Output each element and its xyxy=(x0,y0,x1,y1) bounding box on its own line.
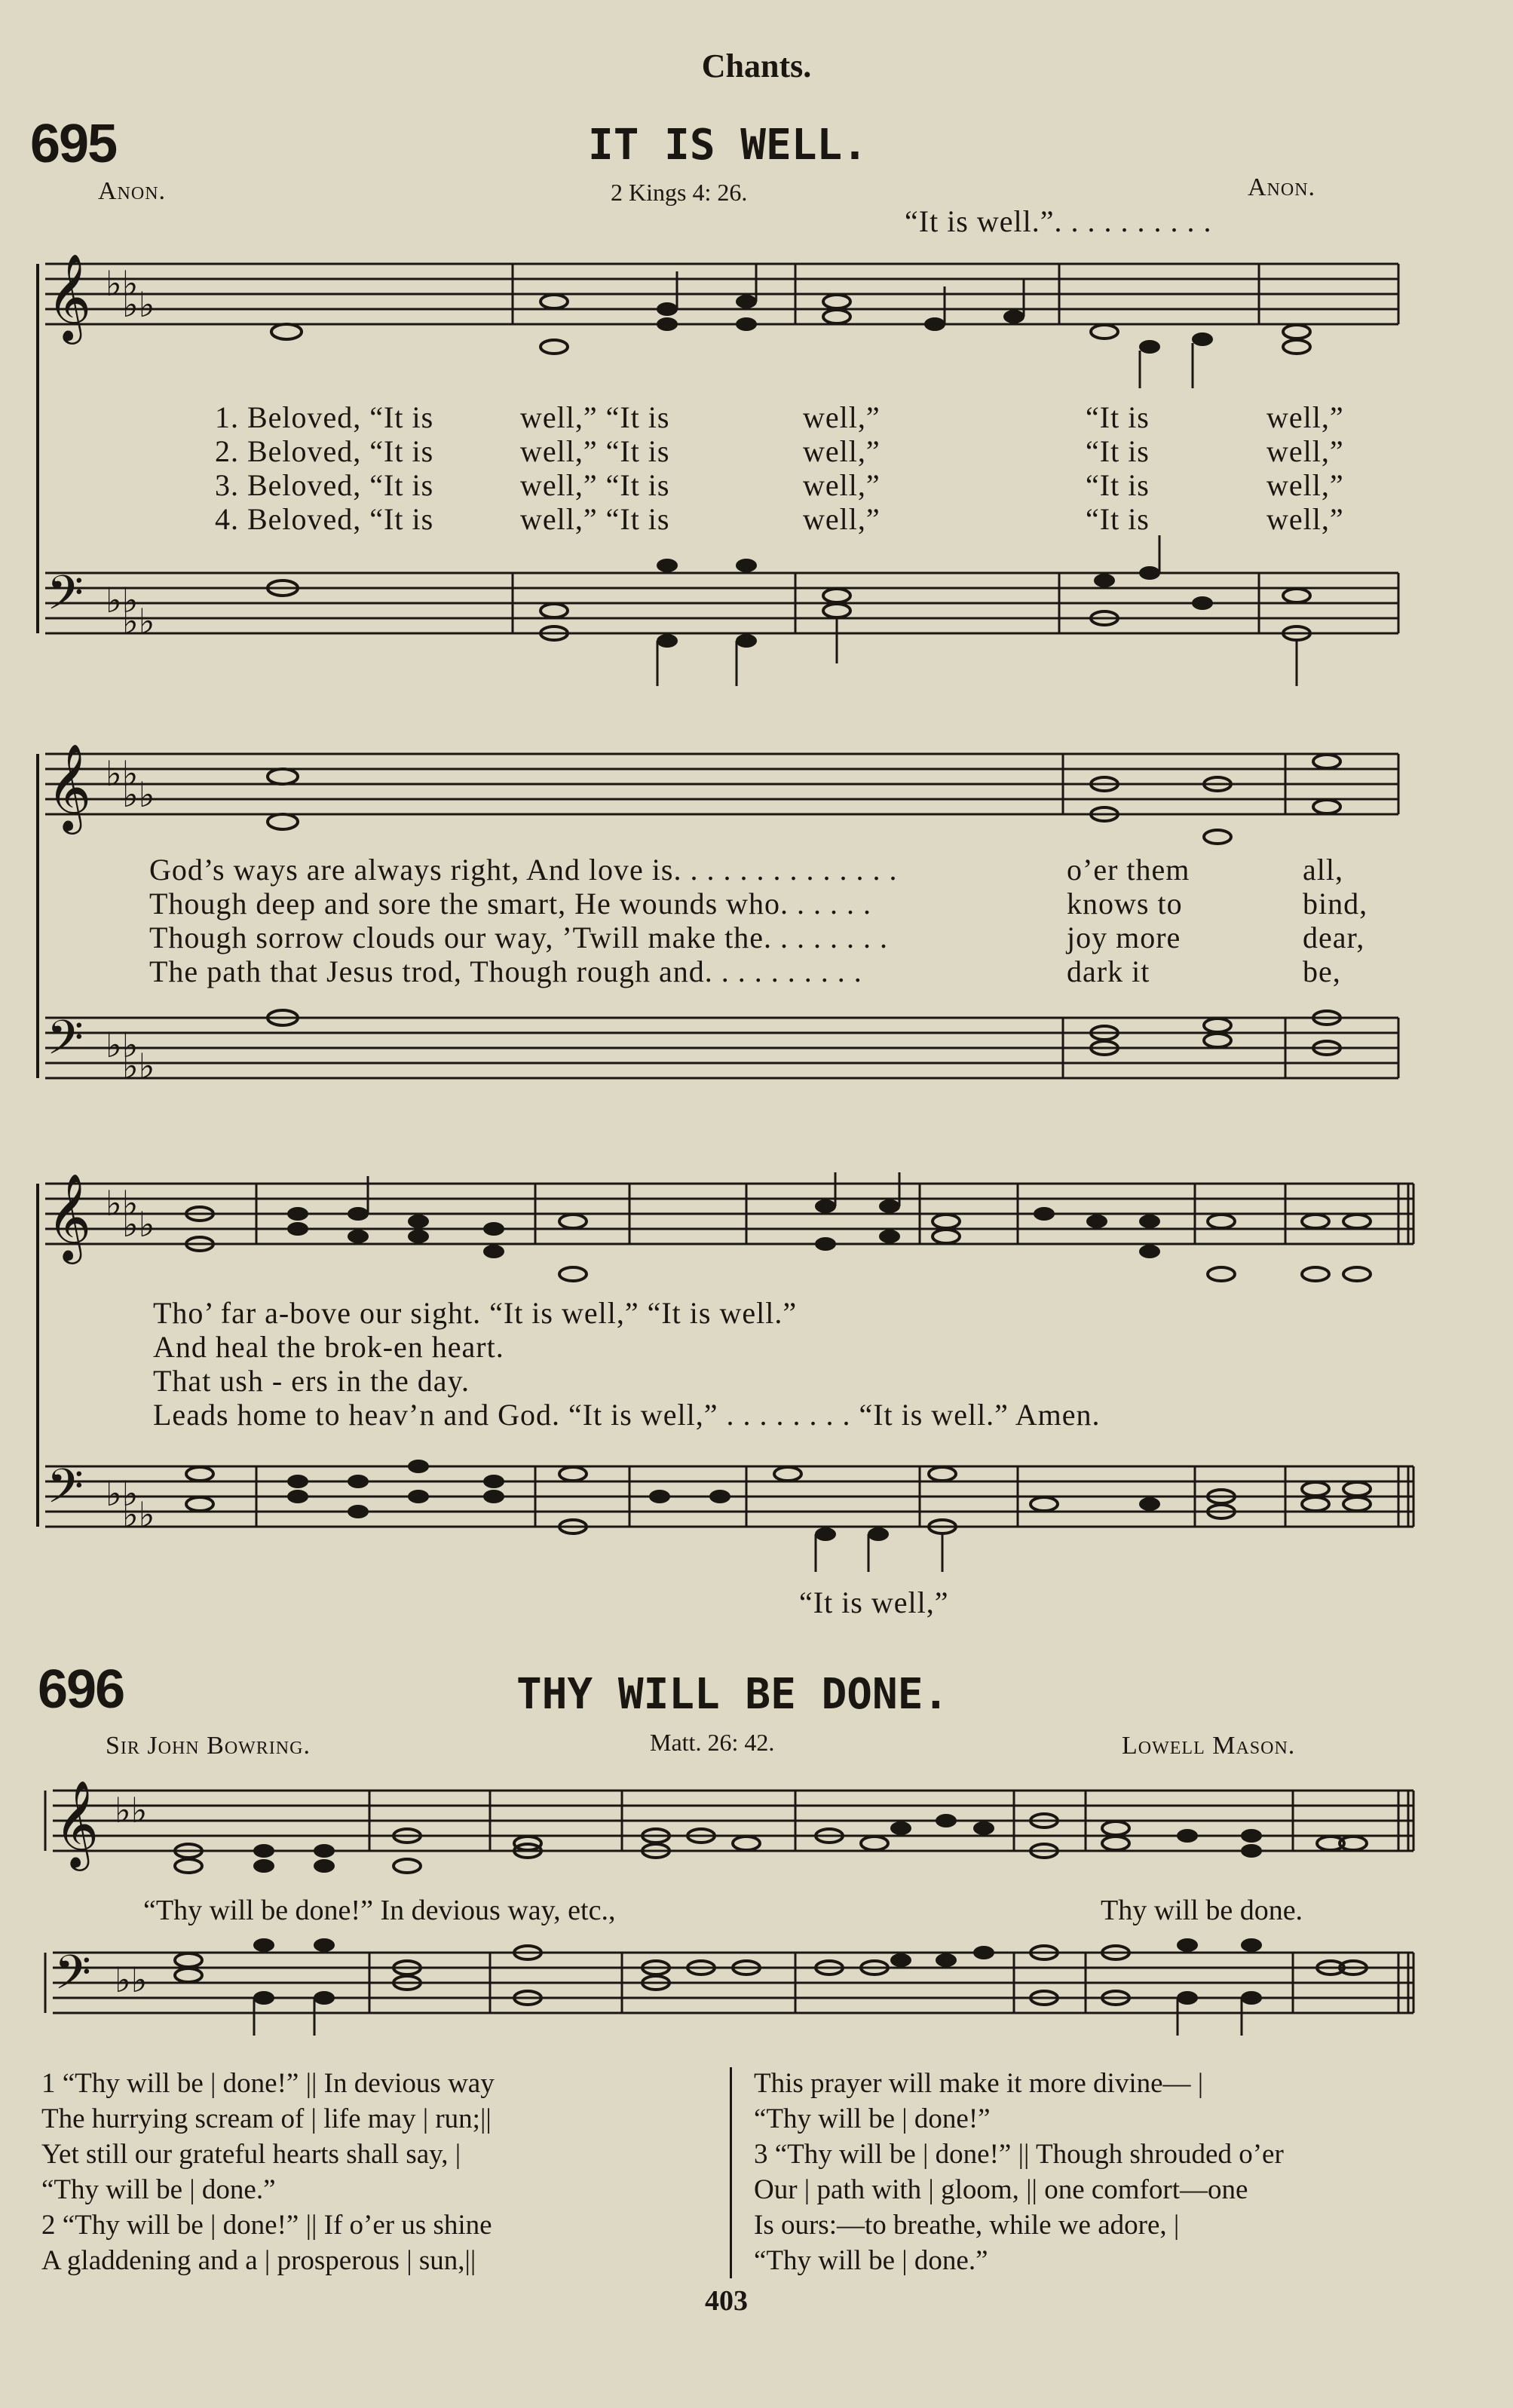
svg-text:𝄞: 𝄞 xyxy=(47,743,92,831)
verse2-m5: well,” xyxy=(1266,434,1344,468)
hymn696-verses-right xyxy=(754,2066,1284,2278)
verse-right-line: 3 “Thy will be | done!” || Though shrouded o’er xyxy=(754,2139,1284,2170)
svg-text:𝄢: 𝄢 xyxy=(47,1009,84,1077)
hymn696-treble-staff xyxy=(0,1779,1513,1896)
page-number: 403 xyxy=(705,2285,748,2317)
svg-text:♭♭: ♭♭ xyxy=(122,1494,155,1535)
hymn-title-695: IT IS WELL. xyxy=(588,121,868,170)
verse4-m2: well,” “It is xyxy=(520,502,670,536)
verse-left-line: A gladdening and a | prosperous | sun,|| xyxy=(41,2245,476,2276)
hymn-author-695: Anon. xyxy=(98,177,167,205)
system1-treble-staff xyxy=(0,253,1513,377)
system1-bass-staff xyxy=(0,565,1513,701)
system3-brace-line xyxy=(36,1184,39,1527)
verse-left-line: The hurrying scream of | life may | run;|| xyxy=(41,2103,492,2134)
verse3-m3: well,” xyxy=(803,468,881,502)
s2-verse4-m3: be, xyxy=(1303,954,1341,988)
hymn-number-695: 695 xyxy=(30,114,117,174)
verse-column-divider xyxy=(730,2067,732,2278)
verse3-m2: well,” “It is xyxy=(520,468,670,502)
s3-line3: That ush - ers in the day. xyxy=(153,1364,470,1398)
s2-verse2-lead: Though deep and sore the smart, He wounds who. . . . . . xyxy=(149,887,872,921)
verse-left-line: 1 “Thy will be | done!” || In devious way xyxy=(41,2068,495,2099)
hymn-reference-695: 2 Kings 4: 26. xyxy=(611,179,748,206)
verse2-m3: well,” xyxy=(803,434,881,468)
s3-line2: And heal the brok-en heart. xyxy=(153,1330,504,1364)
svg-text:𝄢: 𝄢 xyxy=(47,1458,84,1525)
svg-text:♭♭: ♭♭ xyxy=(106,1025,139,1065)
verse1-m3: well,” xyxy=(803,400,881,434)
s3-line1: Tho’ far a-bove our sight. “It is well,” “It is well.” xyxy=(153,1296,798,1330)
hymn-quote-695: “It is well.”. . . . . . . . . . xyxy=(905,204,1212,238)
s2-verse2-m3: bind, xyxy=(1303,887,1368,921)
system2-treble-staff xyxy=(0,743,1513,852)
svg-text:♭♭: ♭♭ xyxy=(122,774,155,815)
system3-bass-staff xyxy=(0,1459,1513,1610)
svg-text:♭♭: ♭♭ xyxy=(122,1204,155,1245)
verse-right-line: Our | path with | gloom, || one comfort—one xyxy=(754,2174,1248,2205)
hymn-reference-696: Matt. 26: 42. xyxy=(650,1729,775,1756)
system2-brace-line xyxy=(36,754,39,1078)
hymn696-lyric-left: “Thy will be done!” In devious way, etc., xyxy=(143,1895,616,1926)
verse4-m5: well,” xyxy=(1266,502,1344,536)
hymn-title-696: THY WILL BE DONE. xyxy=(516,1670,949,1719)
svg-text:𝄢: 𝄢 xyxy=(47,565,84,632)
svg-text:♭♭: ♭♭ xyxy=(122,601,155,642)
verse-left-line: “Thy will be | done.” xyxy=(41,2174,276,2205)
hymn-composer-695: Anon. xyxy=(1248,173,1316,201)
system3-treble-staff xyxy=(0,1172,1513,1297)
s2-verse4-m2: dark it xyxy=(1067,954,1150,988)
verse1-lead: 1. Beloved, “It is xyxy=(215,400,434,434)
verse3-lead: 3. Beloved, “It is xyxy=(215,468,434,502)
hymn696-verses-left xyxy=(41,2066,495,2278)
s2-verse3-lead: Though sorrow clouds our way, ’Twill make the. . . . . . . . xyxy=(149,921,888,954)
verse3-m4: “It is xyxy=(1086,468,1150,502)
verse1-m5: well,” xyxy=(1266,400,1344,434)
verse3-m5: well,” xyxy=(1266,468,1344,502)
verse-left-line: 2 “Thy will be | done!” || If o’er us shine xyxy=(41,2210,492,2241)
verse4-m3: well,” xyxy=(803,502,881,536)
hymn-author-696: Sir John Bowring. xyxy=(106,1732,311,1760)
s2-verse4-lead: The path that Jesus trod, Though rough and. . . . . . . . . . xyxy=(149,954,862,988)
verse-right-line: “Thy will be | done.” xyxy=(754,2245,988,2276)
system1-brace-line xyxy=(36,264,39,633)
verse2-m2: well,” “It is xyxy=(520,434,670,468)
verse-right-line: This prayer will make it more divine— | xyxy=(754,2068,1204,2099)
hymn-number-696: 696 xyxy=(38,1659,124,1720)
svg-text:♭♭: ♭♭ xyxy=(122,284,155,325)
s2-verse3-m3: dear, xyxy=(1303,921,1365,954)
s2-verse2-m2: knows to xyxy=(1067,887,1183,921)
svg-text:𝄞: 𝄞 xyxy=(47,253,92,341)
verse-left-line: Yet still our grateful hearts shall say, | xyxy=(41,2139,461,2170)
hymn-composer-696: Lowell Mason. xyxy=(1122,1732,1296,1760)
svg-text:♭♭: ♭♭ xyxy=(115,1959,148,2000)
verse1-m2: well,” “It is xyxy=(520,400,670,434)
s3-line4: Leads home to heav’n and God. “It is well,” . . . . . . . . “It is well.” Amen. xyxy=(153,1398,1101,1432)
svg-text:♭♭: ♭♭ xyxy=(106,753,139,794)
verse4-m4: “It is xyxy=(1086,502,1150,536)
svg-text:𝄢: 𝄢 xyxy=(54,1944,91,2011)
verse4-lead: 4. Beloved, “It is xyxy=(215,502,434,536)
s2-verse1-m2: o’er them xyxy=(1067,853,1190,887)
hymn696-bass-staff xyxy=(0,1945,1513,2058)
svg-text:♭♭: ♭♭ xyxy=(115,1790,148,1831)
s2-verse1-lead: God’s ways are always right, And love is. . . . . . . . . . . . . . xyxy=(149,853,898,887)
svg-text:♭♭: ♭♭ xyxy=(106,1183,139,1224)
svg-text:♭♭: ♭♭ xyxy=(106,1473,139,1514)
page-header: Chants. xyxy=(701,47,812,84)
svg-text:𝄞: 𝄞 xyxy=(54,1779,100,1867)
svg-text:♭♭: ♭♭ xyxy=(106,263,139,304)
verse1-m4: “It is xyxy=(1086,400,1150,434)
hymn696-lyric-right: Thy will be done. xyxy=(1101,1895,1303,1926)
verse2-lead: 2. Beloved, “It is xyxy=(215,434,434,468)
verse-right-line: Is ours:—to breathe, while we adore, | xyxy=(754,2210,1180,2241)
verse-right-line: “Thy will be | done!” xyxy=(754,2103,991,2134)
s2-verse3-m2: joy more xyxy=(1067,921,1181,954)
s2-verse1-m3: all, xyxy=(1303,853,1343,887)
verse2-m4: “It is xyxy=(1086,434,1150,468)
svg-text:♭♭: ♭♭ xyxy=(106,580,139,620)
svg-text:𝄞: 𝄞 xyxy=(47,1172,92,1261)
system2-bass-staff xyxy=(0,1010,1513,1101)
system3-below-lyric: “It is well,” xyxy=(799,1585,949,1619)
svg-text:♭♭: ♭♭ xyxy=(122,1046,155,1086)
